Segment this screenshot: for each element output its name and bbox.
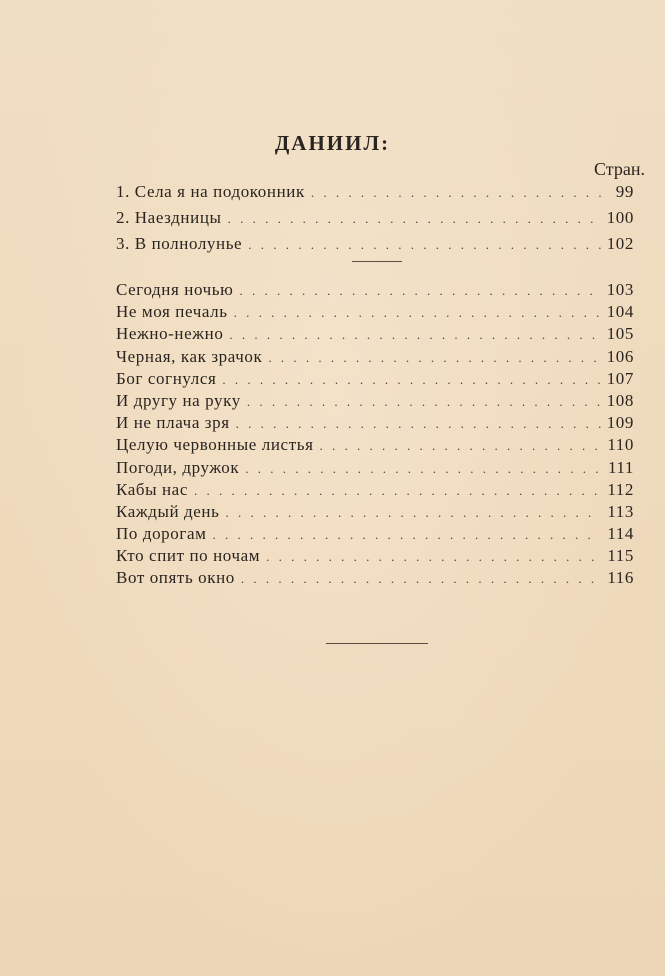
toc-entry — [116, 435, 634, 457]
toc-entry — [116, 369, 634, 391]
dot-leader — [268, 350, 600, 366]
dot-leader — [247, 394, 601, 410]
dot-leader — [225, 505, 601, 521]
toc-entry-page: 113 — [607, 501, 634, 521]
dot-leader — [248, 237, 600, 253]
toc-entry-page: 104 — [606, 302, 634, 322]
dot-leader — [245, 461, 602, 477]
toc-entry-title: Бог согнулся — [116, 368, 217, 388]
toc-entry — [116, 391, 634, 413]
dot-leader — [228, 211, 601, 227]
toc-entry-title: 2. Наездницы — [116, 208, 222, 227]
toc-entry — [116, 413, 634, 435]
toc-entry-page: 109 — [606, 413, 634, 433]
dot-leader — [212, 527, 601, 543]
toc-entry-page: 116 — [607, 568, 634, 588]
toc-entry — [116, 502, 634, 524]
section-divider — [352, 261, 402, 262]
toc-entry — [116, 302, 634, 324]
toc-entry-page: 100 — [606, 208, 634, 227]
dot-leader — [234, 305, 601, 321]
toc-entry — [116, 324, 634, 346]
dot-leader — [311, 185, 602, 201]
toc-entry-page: 108 — [606, 390, 634, 410]
toc-entry-title: Целую червонные листья — [116, 435, 314, 455]
toc-entry-title: 3. В полнолунье — [116, 234, 243, 253]
toc-entry-page: 105 — [606, 324, 634, 344]
toc-entry-title: Не моя печаль — [116, 302, 228, 322]
section-heading: ДАНИИЛ: — [274, 131, 391, 155]
toc-entry — [116, 234, 634, 260]
dot-leader — [241, 571, 601, 587]
toc-entry-title: И не плача зря — [116, 413, 230, 433]
toc-entry-title: Погоди, дружок — [116, 457, 240, 477]
end-divider — [326, 643, 428, 644]
toc-entry — [116, 480, 634, 502]
dot-leader — [320, 438, 602, 454]
toc-entry — [116, 208, 634, 234]
toc-entry-title: Каждый день — [116, 501, 220, 521]
toc-entry-title: Вот опять окно — [116, 568, 235, 588]
toc-entry-page: 112 — [607, 479, 634, 499]
toc-entry-title: Сегодня ночью — [116, 280, 234, 299]
toc-entry — [116, 182, 634, 208]
toc-entry-page: 107 — [606, 368, 634, 388]
toc-entry — [116, 568, 634, 590]
dot-leader — [266, 549, 601, 565]
toc-entry-title: 1. Села я на подоконник — [116, 182, 305, 201]
toc-entry — [116, 524, 634, 546]
toc-entry-page: 114 — [607, 524, 634, 544]
toc-group-poems — [116, 280, 634, 591]
toc-entry-title: По дорогам — [116, 524, 207, 544]
toc-entry-page: 115 — [607, 546, 634, 566]
toc-entry-title: Черная, как зрачок — [116, 346, 263, 366]
toc-entry-page: 102 — [606, 234, 634, 253]
dot-leader — [236, 416, 601, 432]
toc-entry — [116, 458, 634, 480]
toc-entry-title: Нежно-нежно — [116, 324, 224, 344]
toc-entry-title: Кабы нас — [116, 479, 188, 499]
toc-entry-page: 103 — [606, 280, 634, 299]
toc-entry-page: 111 — [607, 457, 634, 477]
dot-leader — [239, 283, 600, 299]
toc-entry — [116, 280, 634, 302]
toc-entry — [116, 546, 634, 568]
dot-leader — [194, 483, 601, 499]
toc-entry-page: 110 — [607, 435, 634, 455]
toc-group-numbered — [116, 182, 634, 260]
dot-leader — [229, 327, 600, 343]
toc-entry-title: И другу на руку — [116, 390, 241, 410]
dot-leader — [222, 372, 600, 388]
toc-entry-title: Кто спит по ночам — [116, 546, 261, 566]
toc-entry — [116, 347, 634, 369]
toc-entry-page: 106 — [606, 346, 634, 366]
page-column-label: Стран. — [594, 159, 645, 179]
toc-entry-page: 99 — [615, 182, 634, 201]
